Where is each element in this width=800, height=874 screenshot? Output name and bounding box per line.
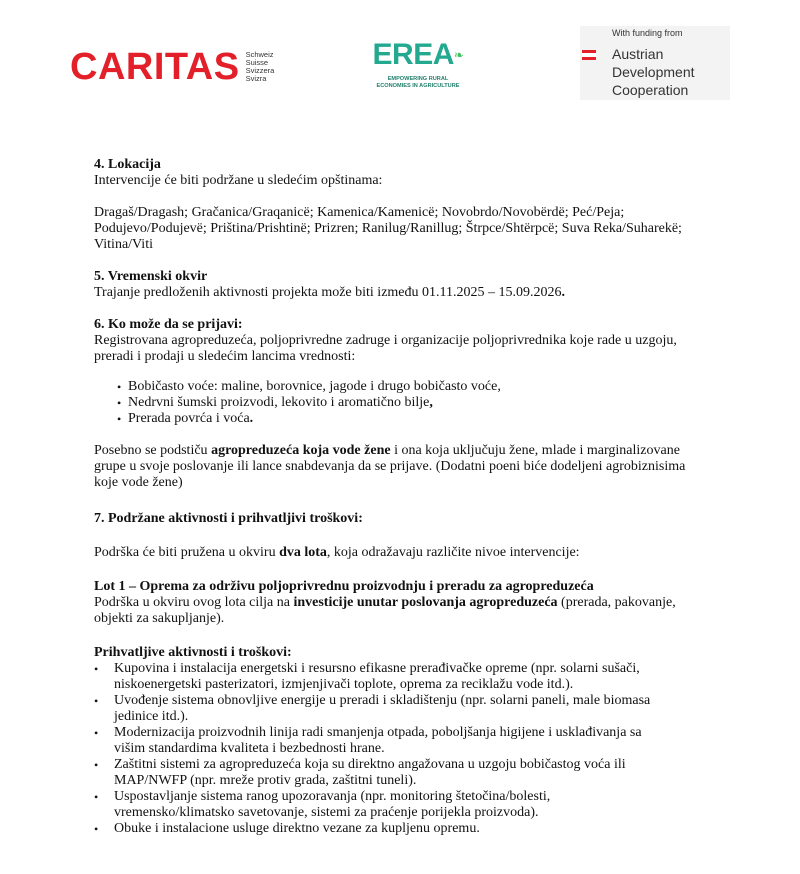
erea-wordmark	[363, 40, 473, 70]
municipalities-line: Podujevo/Podujevë; Priština/Prishtinë; Prizren; Ranilug/Ranillug; Štrpce/Shtërpcë; Suva Reka/Suharekë;	[94, 221, 682, 236]
bullet-icon: •	[117, 412, 122, 426]
list-item-line: Uspostavljanje sistema ranog upozoravanja (npr. monitoring štetočina/bolesti,	[114, 789, 551, 804]
paragraph-line	[94, 595, 714, 611]
paragraph-line	[94, 443, 714, 459]
paragraph-line: koje vode žene)	[94, 475, 183, 490]
timeframe-period: .	[561, 285, 565, 300]
ada-logo	[580, 26, 730, 100]
bullet-icon: •	[94, 726, 99, 740]
section-heading: 6. Ko može da se prijavi:	[94, 317, 243, 332]
list-item-line: Zaštitni sistemi za agropreduzeća koja su direktno angažovana u uzgoju bobičastog voća ili	[114, 757, 626, 772]
list-item	[94, 395, 714, 411]
support-emphasis: dva lota	[279, 545, 327, 560]
municipalities-line: Dragaš/Dragash; Gračanica/Graqanicë; Kamenica/Kamenicë; Novobrdo/Novobërdë; Peć/Peja;	[94, 205, 625, 220]
list-item-text: Bobičasto voće: maline, borovnice, jagode i drugo bobičasto voće,	[128, 379, 501, 394]
municipalities-line: Vitina/Viti	[94, 237, 153, 252]
bullet-icon: •	[94, 790, 99, 804]
list-item-line: vremensko/klimatsko savetovanje, sistemi za praćenje porijekla proizvoda).	[114, 805, 539, 820]
caritas-line: Svizzera	[245, 66, 275, 75]
ada-name	[612, 45, 695, 99]
list-item-line: niskoenergetski pasterizatori, izmjenjivači toplote, oprema za reciklažu vode itd.).	[114, 677, 574, 692]
erea-tag-line: EMPOWERING RURAL	[387, 76, 449, 82]
erea-wordmark-text: EREA	[372, 38, 454, 71]
value-chain-list	[94, 379, 714, 427]
lot-heading: Lot 1 – Oprema za održivu poljoprivrednu proizvodnju i preradu za agropreduzeća	[94, 579, 594, 594]
list-item-line: višim standardima kvaliteta i bezbednosti hrane.	[114, 741, 385, 756]
paragraph-line: grupe u svoje poslovanje ili lance snabdevanja da se prijave. (Dodatni poeni biće dodeljeni agrobiznisima	[94, 459, 686, 474]
ada-line: Cooperation	[612, 82, 689, 98]
list-item	[94, 757, 714, 789]
bullet-icon: •	[117, 380, 122, 394]
lot-text: Podrška u okviru ovog lota cilja na	[94, 595, 294, 610]
lot-text: (prerada, pakovanje,	[557, 595, 676, 610]
ada-funding-label: With funding from	[612, 28, 683, 38]
paragraph	[94, 285, 714, 301]
erea-tagline	[363, 76, 473, 90]
ada-line: Austrian	[612, 46, 664, 62]
list-item-line: Uvođenje sistema obnovljive energije u preradi i skladištenju (npr. solarni paneli, male biomasa	[114, 693, 651, 708]
note-text: i ona koja uključuju žene, mlade i marginalizovane	[390, 443, 680, 458]
bullet-icon: •	[94, 694, 99, 708]
list-item-tail: .	[249, 411, 254, 426]
leaf-icon: ❧	[453, 48, 464, 62]
list-item-line: MAP/NWFP (npr. mreže protiv grada, zaštitni tuneli).	[114, 773, 417, 788]
caritas-line: Svizra	[245, 74, 267, 83]
note-text: Posebno se podstiču	[94, 443, 212, 458]
subsection-heading: Prihvatljive aktivnosti i troškovi:	[94, 645, 292, 660]
list-item-line: Obuke i instalacione usluge direktno vezane za kupljenu opremu.	[114, 821, 480, 836]
note-emphasis: agropreduzeća koja vode žene	[211, 443, 391, 458]
bullet-icon: •	[94, 662, 99, 676]
support-text: Podrška će biti pružena u okviru	[94, 545, 280, 560]
austria-flag-icon	[582, 50, 596, 60]
section-heading: 5. Vremenski okvir	[94, 269, 208, 284]
ada-line: Development	[612, 64, 695, 80]
document-body	[94, 157, 714, 837]
list-item-text: Prerada povrća i voća	[128, 411, 250, 426]
paragraph-line: objekti za sakupljanje).	[94, 611, 225, 626]
list-item-text: Nedrvni šumski proizvodi, lekovito i aromatično bilje	[128, 395, 430, 410]
erea-logo	[363, 40, 473, 90]
list-item	[94, 661, 714, 693]
list-item	[94, 379, 714, 395]
caritas-country-names	[246, 51, 275, 83]
bullet-icon: •	[94, 758, 99, 772]
list-item	[94, 411, 714, 427]
paragraph: Intervencije će biti podržane u sledećim opštinama:	[94, 173, 383, 188]
lot-emphasis: investicije unutar poslovanja agropreduzeća	[293, 595, 558, 610]
support-text: , koja odražavaju različite nivoe intervencije:	[326, 545, 580, 560]
erea-tag-line: ECONOMIES IN AGRICULTURE	[376, 83, 460, 89]
caritas-line: Suisse	[245, 58, 269, 67]
timeframe-text: Trajanje predloženih aktivnosti projekta može biti između 01.11.2025 – 15.09.2026	[94, 285, 562, 300]
paragraph-line: preradi i prodaji u sledećim lancima vrednosti:	[94, 349, 356, 364]
caritas-wordmark: CARITAS	[70, 46, 240, 88]
bullet-icon: •	[94, 822, 99, 836]
bullet-icon: •	[117, 396, 122, 410]
section-heading: 7. Podržane aktivnosti i prihvatljivi troškovi:	[94, 511, 363, 526]
list-item-tail: ,	[429, 395, 433, 410]
section-heading: 4. Lokacija	[94, 157, 161, 172]
list-item	[94, 821, 714, 837]
paragraph-line: Registrovana agropreduzeća, poljoprivredne zadruge i organizacije poljoprivrednika koje rade u uzgoju,	[94, 333, 677, 348]
list-item-line: jedinice itd.).	[114, 709, 189, 724]
caritas-line: Schweiz	[245, 50, 274, 59]
paragraph	[94, 545, 714, 561]
header-logos	[0, 0, 800, 110]
list-item-line: Kupovina i instalacija energetski i resursno efikasne prerađivačke opreme (npr. solarni sušači,	[114, 661, 640, 676]
caritas-logo	[70, 48, 274, 86]
list-item	[94, 725, 714, 757]
eligible-activities-list	[94, 661, 714, 837]
list-item	[94, 693, 714, 725]
list-item-line: Modernizacija proizvodnih linija radi smanjenja otpada, poboljšanja higijene i usklađivanja sa	[114, 725, 642, 740]
list-item	[94, 789, 714, 821]
